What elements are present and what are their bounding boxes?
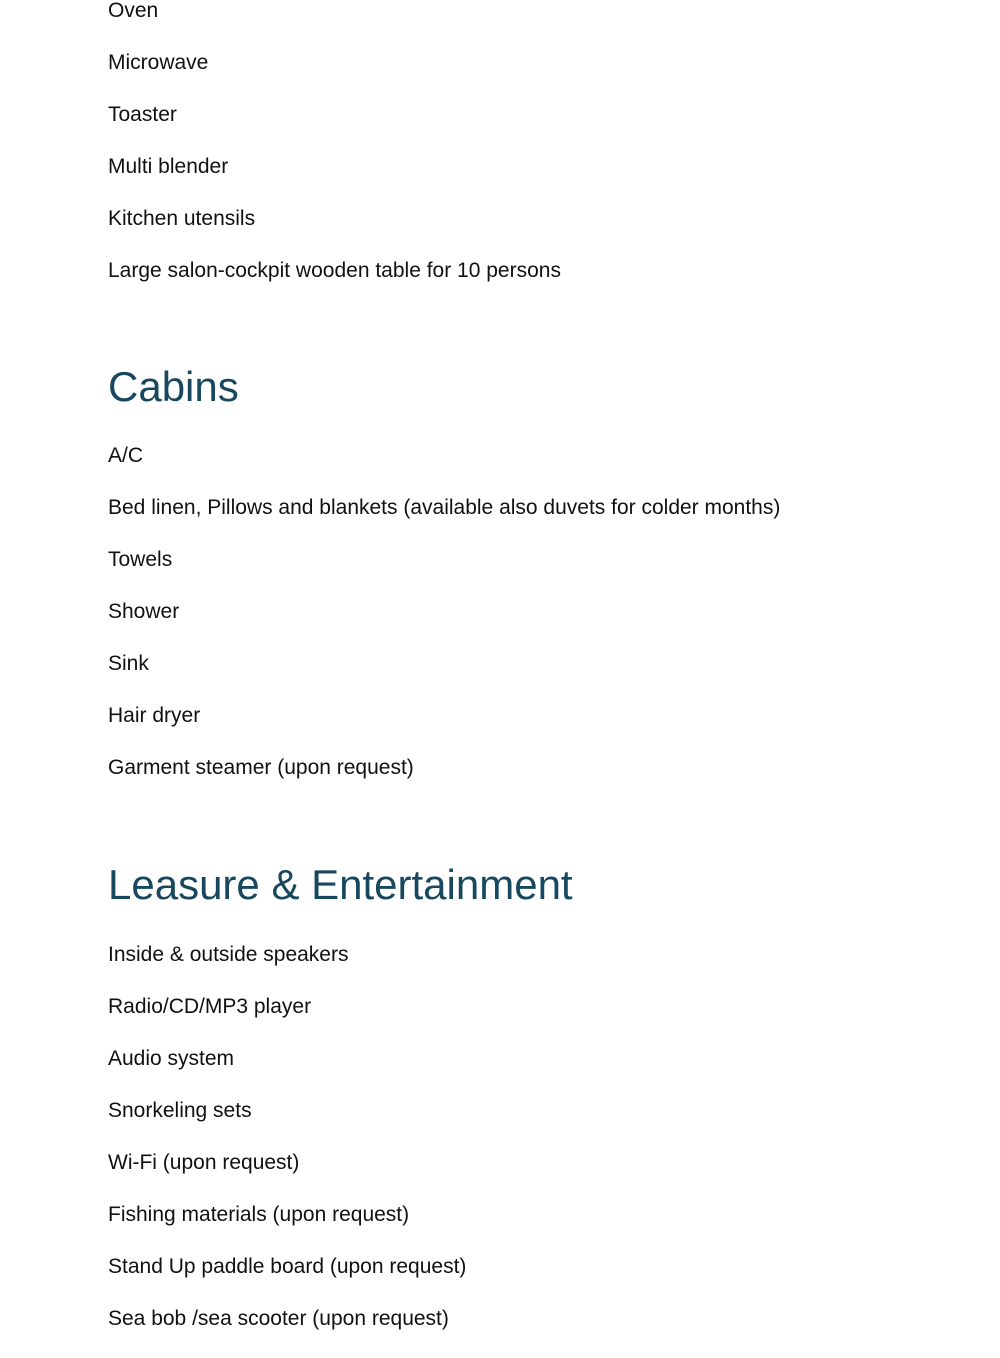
leisure-amenities-list xyxy=(108,942,466,1358)
list-item: Microwave xyxy=(108,51,209,74)
list-item: Bed linen, Pillows and blankets (available also duvets for colder months) xyxy=(108,496,781,519)
cabins-amenities-list xyxy=(108,443,780,807)
list-item: Sea bob /sea scooter (upon request) xyxy=(108,1307,449,1330)
list-item: Wi-Fi (upon request) xyxy=(108,1151,300,1174)
list-item: Inside & outside speakers xyxy=(108,943,349,966)
list-item: Towels xyxy=(108,548,173,571)
list-item: Fishing materials (upon request) xyxy=(108,1203,410,1226)
list-item: Hair dryer xyxy=(108,704,201,727)
list-item: Radio/CD/MP3 player xyxy=(108,995,312,1018)
leisure-entertainment-heading: Leasure & Entertainment xyxy=(108,861,573,908)
list-item: Oven xyxy=(108,0,159,22)
list-item: Garment steamer (upon request) xyxy=(108,756,414,779)
list-item: Snorkeling sets xyxy=(108,1099,252,1122)
list-item: Toaster xyxy=(108,103,177,126)
list-item: Large salon-cockpit wooden table for 10 persons xyxy=(108,259,561,282)
list-item: Kitchen utensils xyxy=(108,207,256,230)
list-item: Multi blender xyxy=(108,155,229,178)
list-item: A/C xyxy=(108,444,144,467)
list-item: Shower xyxy=(108,600,180,623)
kitchen-amenities-list xyxy=(108,0,561,310)
list-item: Stand Up paddle board (upon request) xyxy=(108,1255,467,1278)
cabins-heading: Cabins xyxy=(108,363,239,410)
list-item: Audio system xyxy=(108,1047,235,1070)
list-item: Sink xyxy=(108,652,149,675)
